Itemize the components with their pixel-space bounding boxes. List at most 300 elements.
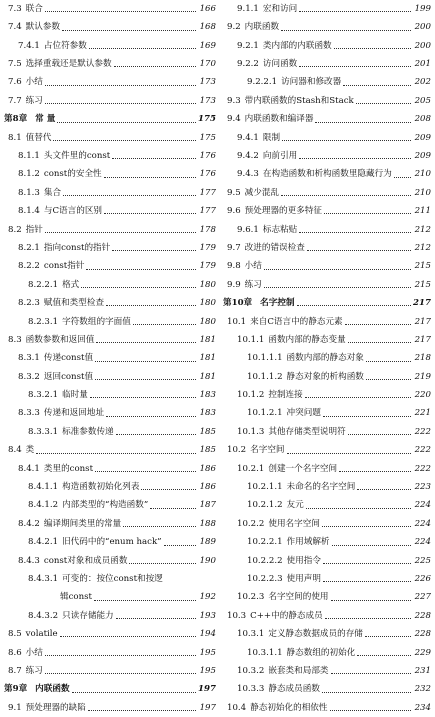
- toc-entry-page: 231: [414, 665, 431, 676]
- toc-entry: [223, 515, 431, 533]
- toc-entry-number: 10.1.1.1: [247, 353, 283, 364]
- toc-entry-number: 第8章: [4, 114, 28, 125]
- toc-entry-title: 内部类型的“构造函数”: [62, 500, 149, 511]
- toc-entry-title: 函数内部的静态对象: [286, 353, 364, 364]
- toc-entry-number: 8.4.1.2: [28, 500, 59, 511]
- toc-entry-page: 209: [414, 132, 431, 143]
- toc-entry: [4, 313, 216, 331]
- dot-leader: [299, 231, 411, 233]
- toc-entry-number: 8.2: [8, 224, 22, 235]
- toc-chapter-entry: [4, 680, 216, 698]
- toc-entry: [4, 478, 216, 496]
- toc-entry-title: 名字控制: [260, 298, 295, 309]
- toc-entry: [223, 55, 431, 73]
- toc-entry-title: 辑const: [60, 592, 92, 603]
- toc-entry-title: 宏和访问: [262, 3, 298, 14]
- toc-entry-title: 赋值和类型检查: [43, 298, 105, 309]
- toc-entry-page: 195: [199, 665, 216, 676]
- dot-leader: [297, 304, 411, 306]
- dot-leader: [116, 617, 196, 619]
- toc-chapter-entry: [4, 110, 216, 128]
- toc-entry-title: 小结: [25, 647, 43, 658]
- toc-entry-page: 225: [414, 555, 431, 566]
- dot-leader: [45, 84, 196, 86]
- dot-leader: [90, 396, 196, 398]
- toc-entry-number: 8.3.3: [18, 408, 40, 419]
- toc-entry-number: 10.3.1.1: [247, 647, 283, 658]
- toc-entry: [4, 202, 216, 220]
- toc-entry-title: 名字空间: [250, 445, 285, 456]
- toc-entry: [4, 570, 216, 588]
- toc-entry: [223, 699, 431, 717]
- dot-leader: [164, 544, 196, 546]
- toc-entry-title: 创建一个名字空间: [268, 463, 338, 474]
- dot-leader: [264, 286, 411, 288]
- toc-entry-title: 其他存储类型说明符: [268, 426, 346, 437]
- toc-entry-page: 224: [414, 537, 431, 548]
- toc-entry-title: 限制: [262, 132, 281, 143]
- toc-entry-number: 9.4: [227, 114, 241, 125]
- toc-entry-number: 7.7: [8, 95, 22, 106]
- toc-entry-page: 173: [199, 95, 216, 106]
- toc-entry-number: 9.2: [227, 22, 241, 33]
- dot-leader: [45, 231, 196, 233]
- toc-entry-page: 197: [198, 684, 216, 695]
- toc-entry-number: 10.3: [227, 610, 247, 621]
- toc-entry-page: 194: [199, 629, 216, 640]
- toc-entry-title: const指针: [43, 261, 85, 272]
- dot-leader: [343, 84, 411, 86]
- toc-entry: [223, 478, 431, 496]
- toc-entry: [4, 166, 216, 184]
- toc-entry: [223, 92, 431, 110]
- toc-entry-number: 10.2.2.1: [247, 537, 283, 548]
- dot-leader: [394, 176, 411, 178]
- dot-leader: [45, 10, 196, 12]
- toc-entry-page: 209: [414, 151, 431, 162]
- toc-entry: [4, 349, 216, 367]
- toc-entry-page: 168: [199, 22, 216, 33]
- toc-entry: [223, 533, 431, 551]
- toc-entry-number: 9.3: [227, 95, 241, 106]
- toc-entry: [4, 331, 216, 349]
- toc-entry-page: 201: [414, 59, 431, 70]
- dot-leader: [299, 157, 411, 159]
- dot-leader: [72, 691, 196, 693]
- toc-entry-number: 10.3.2: [237, 665, 265, 676]
- toc-entry-page: 190: [199, 555, 216, 566]
- dot-leader: [133, 323, 196, 325]
- toc-column-right: [223, 0, 431, 717]
- dot-leader: [366, 360, 411, 362]
- toc-entry-number: 9.6.1: [237, 224, 259, 235]
- toc-entry-number: 8.6: [8, 647, 22, 658]
- toc-entry-title: 与C语言的区别: [43, 206, 103, 217]
- dot-leader: [123, 525, 196, 527]
- toc-entry-title: C++中的静态成员: [250, 610, 323, 621]
- toc-entry-title: 常 量: [35, 114, 56, 125]
- toc-entry-number: 10.1.2.1: [247, 408, 283, 419]
- dot-leader: [96, 341, 196, 343]
- dot-leader: [116, 433, 196, 435]
- toc-entry-title: 标志粘贴: [262, 224, 298, 235]
- toc-entry-title: 可变的：按位const和按逻: [62, 574, 163, 584]
- toc-entry-title: 减少混乱: [244, 187, 280, 198]
- toc-entry-title: volatile: [25, 629, 58, 640]
- toc-entry-title: 静态对象的析构函数: [286, 371, 364, 382]
- toc-entry-number: 10.1: [227, 316, 247, 327]
- toc-entry-number: 8.3: [8, 334, 22, 345]
- toc-entry: [4, 368, 216, 386]
- toc-entry-title: 联合: [25, 3, 43, 14]
- toc-entry-title: 指向const的指针: [43, 242, 111, 253]
- toc-entry-number: 10.4: [227, 702, 247, 713]
- toc-entry-title: 名字空间的使用: [268, 592, 329, 603]
- toc-entry-page: 234: [414, 702, 431, 713]
- toc-entry: [4, 129, 216, 147]
- dot-leader: [95, 470, 196, 472]
- toc-entry-page: 222: [414, 426, 431, 437]
- toc-entry: [223, 405, 431, 423]
- toc-entry-title: 指针: [25, 224, 43, 235]
- toc-entry-title: 改进的错误检查: [244, 242, 305, 253]
- toc-entry-title: 格式: [62, 279, 80, 290]
- dot-leader: [315, 121, 411, 123]
- toc-entry: [4, 533, 216, 551]
- toc-entry-number: 8.4.3.2: [28, 610, 59, 621]
- dot-leader: [62, 29, 196, 31]
- toc-entry-page: 175: [199, 132, 216, 143]
- toc-entry-number: 10.2.1.2: [247, 500, 283, 511]
- toc-entry-title: 值替代: [25, 132, 52, 143]
- dot-leader: [150, 507, 196, 509]
- dot-leader: [366, 378, 411, 380]
- toc-entry-page: 166: [199, 3, 216, 14]
- toc-entry-number: 9.2.2: [237, 59, 259, 70]
- toc-entry-page: 186: [199, 482, 216, 493]
- toc-entry-number: 9.8: [227, 261, 241, 272]
- dot-leader: [104, 176, 196, 178]
- toc-entry-page: 205: [414, 95, 431, 106]
- toc-entry-page: 177: [199, 187, 216, 198]
- toc-entry: [4, 92, 216, 110]
- toc-entry-title: 练习: [25, 95, 43, 106]
- toc-entry-title: 作用域解析: [286, 537, 330, 548]
- toc-entry-page: 229: [414, 647, 431, 658]
- toc-entry-number: 8.7: [8, 665, 22, 676]
- toc-entry: [223, 589, 431, 607]
- dot-leader: [114, 65, 196, 67]
- toc-entry-page: 173: [199, 77, 216, 88]
- toc-entry-page: 218: [414, 353, 431, 364]
- toc-entry-title: 类: [25, 445, 35, 456]
- toc-entry-number: 8.2.1: [18, 242, 40, 253]
- toc-entry: [223, 74, 431, 92]
- toc-entry-page: 202: [414, 77, 431, 88]
- toc-entry-page: 170: [199, 59, 216, 70]
- toc-entry-page: 181: [199, 353, 216, 364]
- toc-entry-title: 定义静态数据成员的存储: [268, 629, 363, 640]
- toc-entry: [223, 110, 431, 128]
- toc-entry-title: 使用声明: [286, 574, 321, 584]
- toc-entry-number: 9.5: [227, 187, 241, 198]
- toc-entry-title: 向前引用: [262, 151, 298, 162]
- toc-entry-page: 219: [414, 371, 431, 382]
- toc-entry: [223, 441, 431, 459]
- toc-entry: [223, 184, 431, 202]
- toc-entry-title: 冲突问题: [286, 408, 321, 419]
- toc-entry-number: 10.2.2.3: [247, 574, 283, 584]
- dot-leader: [281, 29, 411, 31]
- dot-leader: [306, 507, 411, 509]
- toc-entry: [4, 644, 216, 662]
- toc-entry-title: 函数内部的静态变量: [268, 334, 346, 345]
- toc-entry-page: 224: [414, 500, 431, 511]
- toc-entry-page: 232: [414, 684, 431, 695]
- dot-leader: [357, 488, 411, 490]
- toc-entry: [4, 515, 216, 533]
- toc-entry-page: 183: [199, 408, 216, 419]
- toc-entry-title: 内联函数: [35, 684, 70, 695]
- toc-entry-title: 编译期间类里的常量: [43, 518, 122, 529]
- dot-leader: [36, 452, 196, 454]
- toc-entry-number: 8.1: [8, 132, 22, 143]
- toc-entry-number: 8.4.2: [18, 518, 40, 529]
- toc-entry-number: 10.2: [227, 445, 247, 456]
- toc-entry-page: 183: [199, 390, 216, 401]
- dot-leader: [331, 672, 411, 674]
- dot-leader: [106, 415, 196, 417]
- toc-entry-number: 8.4.1.1: [28, 482, 59, 493]
- toc-entry-number: 8.4.2.1: [28, 537, 59, 548]
- toc-entry: [4, 184, 216, 202]
- toc-entry-title: 嵌套类和局部类: [268, 665, 329, 676]
- toc-entry: [4, 386, 216, 404]
- toc-entry-number: 7.4: [8, 22, 22, 33]
- toc-entry: [4, 423, 216, 441]
- toc-entry-page: 175: [198, 114, 216, 125]
- toc-entry-number: 10.3.3: [237, 684, 265, 695]
- toc-entry-page: 186: [199, 463, 216, 474]
- toc-entry-page: 217: [414, 334, 431, 345]
- toc-entry-number: 10.1.2: [237, 390, 265, 401]
- toc-entry-page: 189: [199, 537, 216, 548]
- toc-entry-title: 集合: [43, 187, 62, 198]
- toc-entry-number: 7.4.1: [18, 40, 40, 51]
- toc-entry-title: 静态成员函数: [268, 684, 320, 695]
- toc-entry-page: 220: [414, 390, 431, 401]
- toc-entry: [223, 423, 431, 441]
- dot-leader: [89, 47, 196, 49]
- toc-entry: [223, 644, 431, 662]
- toc-entry: [223, 570, 431, 588]
- toc-entry-title: 默认参数: [25, 22, 61, 33]
- toc-entry-page: 226: [414, 574, 431, 584]
- toc-entry: [223, 147, 431, 165]
- toc-entry: [223, 552, 431, 570]
- toc-entry-title: 控制连接: [268, 390, 303, 401]
- toc-entry-page: 185: [199, 445, 216, 456]
- toc-entry: [4, 147, 216, 165]
- toc-entry-title: 临时量: [62, 390, 88, 401]
- toc-entry-number: 9.9: [227, 279, 241, 290]
- toc-entry-number: 8.2.3: [18, 298, 40, 309]
- toc-entry: [223, 18, 431, 36]
- toc-entry-number: 9.4.1: [237, 132, 259, 143]
- dot-leader: [129, 562, 196, 564]
- toc-entry-title: 未命名的名字空间: [286, 482, 356, 493]
- toc-entry: [223, 662, 431, 680]
- dot-leader: [112, 157, 196, 159]
- toc-entry-page: 200: [414, 22, 431, 33]
- toc-entry-title: 练习: [244, 279, 262, 290]
- toc-entry-title: 旧代码中的“enum hack”: [62, 537, 162, 548]
- toc-entry-number: 10.3.1: [237, 629, 265, 640]
- toc-entry: [4, 460, 216, 478]
- toc-entry: [4, 18, 216, 36]
- toc-entry-number: 8.4.3.1: [28, 574, 59, 584]
- dot-leader: [141, 488, 196, 490]
- toc-entry-number: 10.1.1: [237, 334, 265, 345]
- dot-leader: [287, 452, 411, 454]
- toc-entry-number: 8.5: [8, 629, 22, 640]
- dot-leader: [112, 249, 196, 251]
- toc-entry-page: 211: [414, 206, 431, 217]
- toc-entry-title: 访问器和修改器: [281, 77, 342, 88]
- dot-leader: [299, 65, 411, 67]
- toc-entry-page: 181: [199, 334, 216, 345]
- toc-entry-title: 只读存储能力: [62, 610, 114, 621]
- toc-entry: [4, 607, 216, 625]
- toc-entry-title: 友元: [286, 500, 304, 511]
- toc-entry-page: 222: [414, 463, 431, 474]
- toc-entry-title: 类内部的内联函数: [262, 40, 332, 51]
- toc-entry-number: 9.1: [8, 702, 22, 713]
- toc-entry: [223, 276, 431, 294]
- toc-entry: [4, 221, 216, 239]
- dot-leader: [322, 691, 411, 693]
- toc-entry-page: 180: [199, 298, 216, 309]
- toc-entry-title: 小结: [25, 77, 43, 88]
- toc-entry-page: 200: [414, 40, 431, 51]
- dot-leader: [57, 121, 196, 123]
- toc-entry-title: 传递const值: [43, 353, 94, 364]
- toc-entry-page: 176: [199, 169, 216, 180]
- toc-entry-page: 208: [414, 114, 431, 125]
- toc-entry: [223, 221, 431, 239]
- toc-entry-number: 10.2.1.1: [247, 482, 283, 493]
- toc-entry-title: 传递和返回地址: [43, 408, 105, 419]
- toc-entry: [4, 441, 216, 459]
- dot-leader: [282, 139, 411, 141]
- toc-entry-title: const对象和成员函数: [43, 555, 128, 566]
- toc-entry-number: 9.7: [227, 242, 241, 253]
- toc-entry: [223, 625, 431, 643]
- toc-entry-number: 9.6: [227, 206, 241, 217]
- toc-entry-title: 构造函数初始化列表: [62, 482, 140, 493]
- dot-leader: [94, 599, 196, 601]
- toc-entry-number: 8.2.3.1: [28, 316, 59, 327]
- toc-entry-number: 7.6: [8, 77, 22, 88]
- toc-entry-title: 字符数组的字面值: [62, 316, 131, 327]
- toc-entry-number: 10.2.2.2: [247, 555, 283, 566]
- toc-column-left: [4, 0, 216, 717]
- toc-entry-number: 7.3: [8, 3, 22, 14]
- toc-entry-number: 8.3.2: [18, 371, 40, 382]
- toc-entry-title: 内联函数和编译器: [244, 114, 314, 125]
- dot-leader: [323, 415, 411, 417]
- toc-entry: [4, 294, 216, 312]
- toc-entry-page: 187: [199, 500, 216, 511]
- toc-entry-title: 类里的const: [43, 463, 94, 474]
- dot-leader: [60, 635, 196, 637]
- toc-entry: [223, 460, 431, 478]
- toc-entry-title: 选择重载还是默认参数: [25, 59, 112, 70]
- toc-entry: [4, 0, 216, 18]
- dot-leader: [104, 212, 196, 214]
- toc-entry-number: 10.2.3: [237, 592, 265, 603]
- toc-entry: [223, 368, 431, 386]
- toc-entry: [4, 74, 216, 92]
- toc-entry-page: 199: [414, 3, 431, 14]
- toc-entry-page: 210: [414, 187, 431, 198]
- toc-entry-number: 8.4.1: [18, 463, 40, 474]
- toc-entry: [4, 552, 216, 570]
- dot-leader: [331, 599, 411, 601]
- toc-entry-number: 9.2.2.1: [247, 77, 278, 88]
- toc-entry-page: 181: [199, 371, 216, 382]
- dot-leader: [345, 323, 411, 325]
- dot-leader: [307, 249, 411, 251]
- toc-entry-page: 169: [199, 40, 216, 51]
- toc-entry-number: 10.2.2: [237, 518, 265, 529]
- toc-entry-number: 8.1.3: [18, 187, 40, 198]
- dot-leader: [325, 617, 411, 619]
- toc-entry-page: 210: [414, 169, 431, 180]
- dot-leader: [45, 672, 196, 674]
- toc-entry-title: 来自C语言中的静态元素: [250, 316, 343, 327]
- dot-leader: [305, 396, 411, 398]
- dot-leader: [348, 433, 411, 435]
- dot-leader: [88, 709, 196, 711]
- toc-entry: [223, 239, 431, 257]
- toc-entry: [4, 699, 216, 717]
- toc-entry-title: 静态数组的初始化: [286, 647, 356, 658]
- toc-entry: [223, 37, 431, 55]
- dot-leader: [95, 360, 196, 362]
- toc-entry-page: 179: [199, 261, 216, 272]
- toc-entry-number: 8.3.1: [18, 353, 40, 364]
- toc-entry: [4, 662, 216, 680]
- dot-leader: [299, 10, 411, 12]
- toc-entry: [223, 331, 431, 349]
- toc-entry-number: 10.1.3: [237, 426, 265, 437]
- dot-leader: [356, 102, 411, 104]
- toc-entry-page: 223: [414, 482, 431, 493]
- toc-entry: [4, 239, 216, 257]
- toc-entry: [223, 497, 431, 515]
- toc-entry: [223, 0, 431, 18]
- toc-entry-title: 使用指令: [286, 555, 321, 566]
- toc-entry: [4, 589, 216, 607]
- toc-entry-title: 静态初始化的相依性: [250, 702, 328, 713]
- toc-entry: [4, 37, 216, 55]
- toc-entry: [223, 313, 431, 331]
- toc-entry: [223, 166, 431, 184]
- toc-entry-number: 9.2.1: [237, 40, 259, 51]
- toc-entry-page: 228: [414, 610, 431, 621]
- dot-leader: [348, 341, 411, 343]
